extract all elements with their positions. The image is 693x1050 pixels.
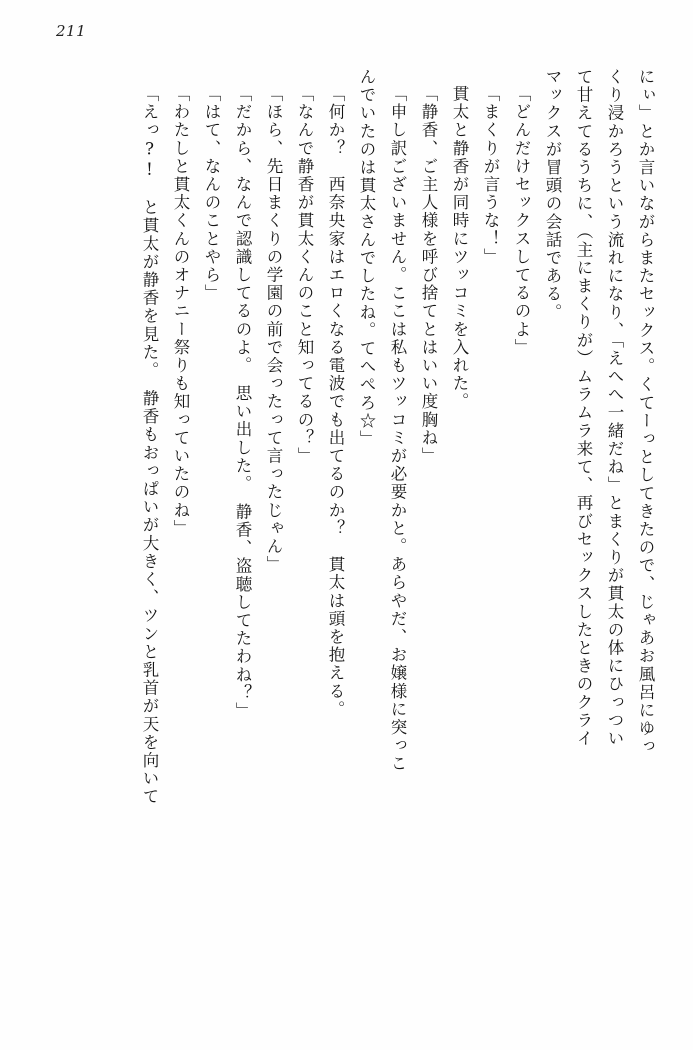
text-line: 「静香、ご主人様を呼び捨てとはいい度胸ね」: [419, 85, 438, 466]
text-line: 「ほら、先日まくりの学園の前で会ったって言ったじゃん」: [264, 85, 283, 574]
text-line: 「だから、なんで認識してるのよ。 思い出した。 静香、盗聴してたわね？」: [233, 85, 252, 721]
text-line: 「何か？ 西奈央家はエロくなる電波でも出てるのか？ 貫太は頭を抱える。: [326, 85, 345, 719]
text-line: 「はて、なんのことやら」: [202, 85, 221, 303]
page-number: 211: [56, 22, 87, 40]
text-line: 「えっ?! と貫太が静香を見た。 静香もおっぱいが大きく、ツンと乳首が天を向いて: [140, 85, 159, 806]
text-line: て甘えてるうちに、（主にまくりが）ムラムラ来て、再びセックスしたときのクライ: [574, 68, 593, 748]
text-line: 「わたしと貫太くんのオナニー祭りも知っていたのね」: [171, 85, 190, 538]
text-line: 「どんだけセックスしてるのよ」: [512, 85, 531, 357]
text-line: マックスが冒頭の会話である。: [543, 68, 562, 322]
text-line: 「なんで静香が貫太くんのこと知ってるの？」: [295, 85, 314, 466]
text-line: くり浸かろうという流れになり、「えへへ一緒だね」とまくりが貫太の体にひっつい: [605, 68, 624, 748]
text-line: にぃ」とか言いながらまたセックス。くてーっとしてきたので、じゃあお風呂にゆっ: [636, 68, 655, 756]
text-line: 「まくりが言うな！」: [481, 85, 500, 266]
text-line: んでいたのは貫太さんでしたね。てへぺろ☆」: [357, 68, 376, 449]
text-line: 「申し訳ございません。ここは私もツッコミが必要かと。あらやだ、お嬢様に突っこ: [388, 85, 407, 773]
vertical-text-block: [40, 68, 653, 1024]
text-line: 貫太と静香が同時にツッコミを入れた。: [450, 85, 469, 411]
